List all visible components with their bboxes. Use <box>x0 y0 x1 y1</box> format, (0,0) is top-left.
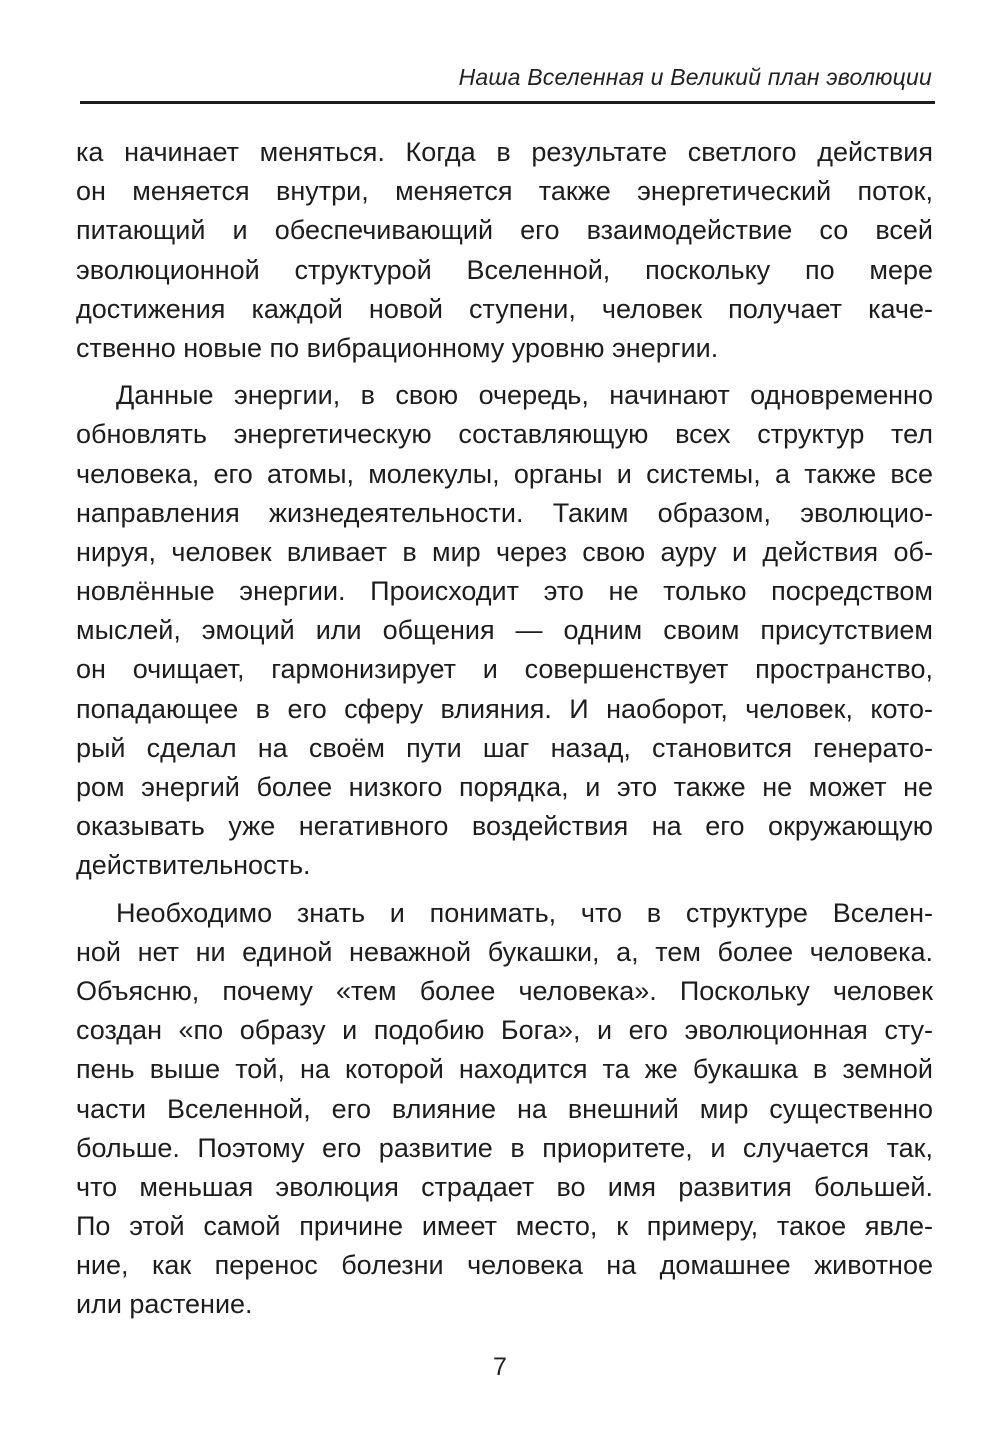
text-line: оказывать уже негативного воздействия на его окружающую <box>76 811 933 842</box>
text-line: части Вселенной, его влияние на внешний мир существенно <box>76 1093 933 1124</box>
text-line: он меняется внутри, меняется также энергетический поток, <box>76 176 933 207</box>
text-body <box>76 133 933 1325</box>
paragraph-2 <box>76 376 933 885</box>
text-line: ственно новые по вибрационному уровню энергии. <box>76 332 719 363</box>
text-line: ной нет ни единой неважной букашки, а, тем более человека. <box>76 936 933 967</box>
page-number: 7 <box>493 1353 507 1381</box>
text-line: рый сделал на своём пути шаг назад, становится генерато- <box>76 732 933 763</box>
text-line: что меньшая эволюция страдает во имя развития большей. <box>76 1171 933 1202</box>
text-line: питающий и обеспечивающий его взаимодействие со всей <box>76 215 933 246</box>
text-line: больше. Поэтому его развитие в приоритете, и случается так, <box>76 1132 933 1163</box>
text-line: попадающее в его сферу влияния. И наоборот, человек, кото- <box>76 693 933 724</box>
text-line: По этой самой причине имеет место, к примеру, такое явле- <box>76 1211 933 1242</box>
text-line: или растение. <box>76 1289 253 1320</box>
header-rule <box>80 101 935 104</box>
text-line: человека, его атомы, молекулы, органы и системы, а также все <box>76 458 933 489</box>
running-header: Наша Вселенная и Великий план эволюции <box>458 64 932 90</box>
paragraph-1 <box>76 133 933 368</box>
text-line: Объясню, почему «тем более человека». Поскольку человек <box>76 975 933 1006</box>
text-line: он очищает, гармонизирует и совершенствует пространство, <box>76 654 933 685</box>
text-line: Необходимо знать и понимать, что в структуре Вселен- <box>116 897 933 928</box>
text-line: мыслей, эмоций или общения — одним своим присутствием <box>76 615 933 646</box>
paragraph-3 <box>76 894 933 1325</box>
text-line: действительность. <box>76 850 311 881</box>
text-line: Данные энергии, в свою очередь, начинают одновременно <box>116 380 933 411</box>
text-line: создан «по образу и подобию Бога», и его эволюционная сту- <box>76 1015 933 1046</box>
text-line: направления жизнедеятельности. Таким образом, эволюцио- <box>76 497 933 528</box>
text-line: ка начинает меняться. Когда в результате светлого действия <box>76 137 933 167</box>
text-line: новлённые энергии. Происходит это не только посредством <box>76 576 933 607</box>
text-line: ром энергий более низкого порядка, и это также не может не <box>76 772 933 802</box>
text-line: достижения каждой новой ступени, человек получает каче- <box>76 293 933 324</box>
text-line: обновлять энергетическую составляющую всех структур тел <box>76 419 933 450</box>
text-line: эволюционной структурой Вселенной, поскольку по мере <box>76 254 933 285</box>
text-line: нируя, человек вливает в мир через свою ауру и действия об- <box>76 536 933 567</box>
text-line: пень выше той, на которой находится та же букашка в земной <box>76 1054 933 1085</box>
text-line: ние, как перенос болезни человека на домашнее животное <box>76 1250 933 1281</box>
